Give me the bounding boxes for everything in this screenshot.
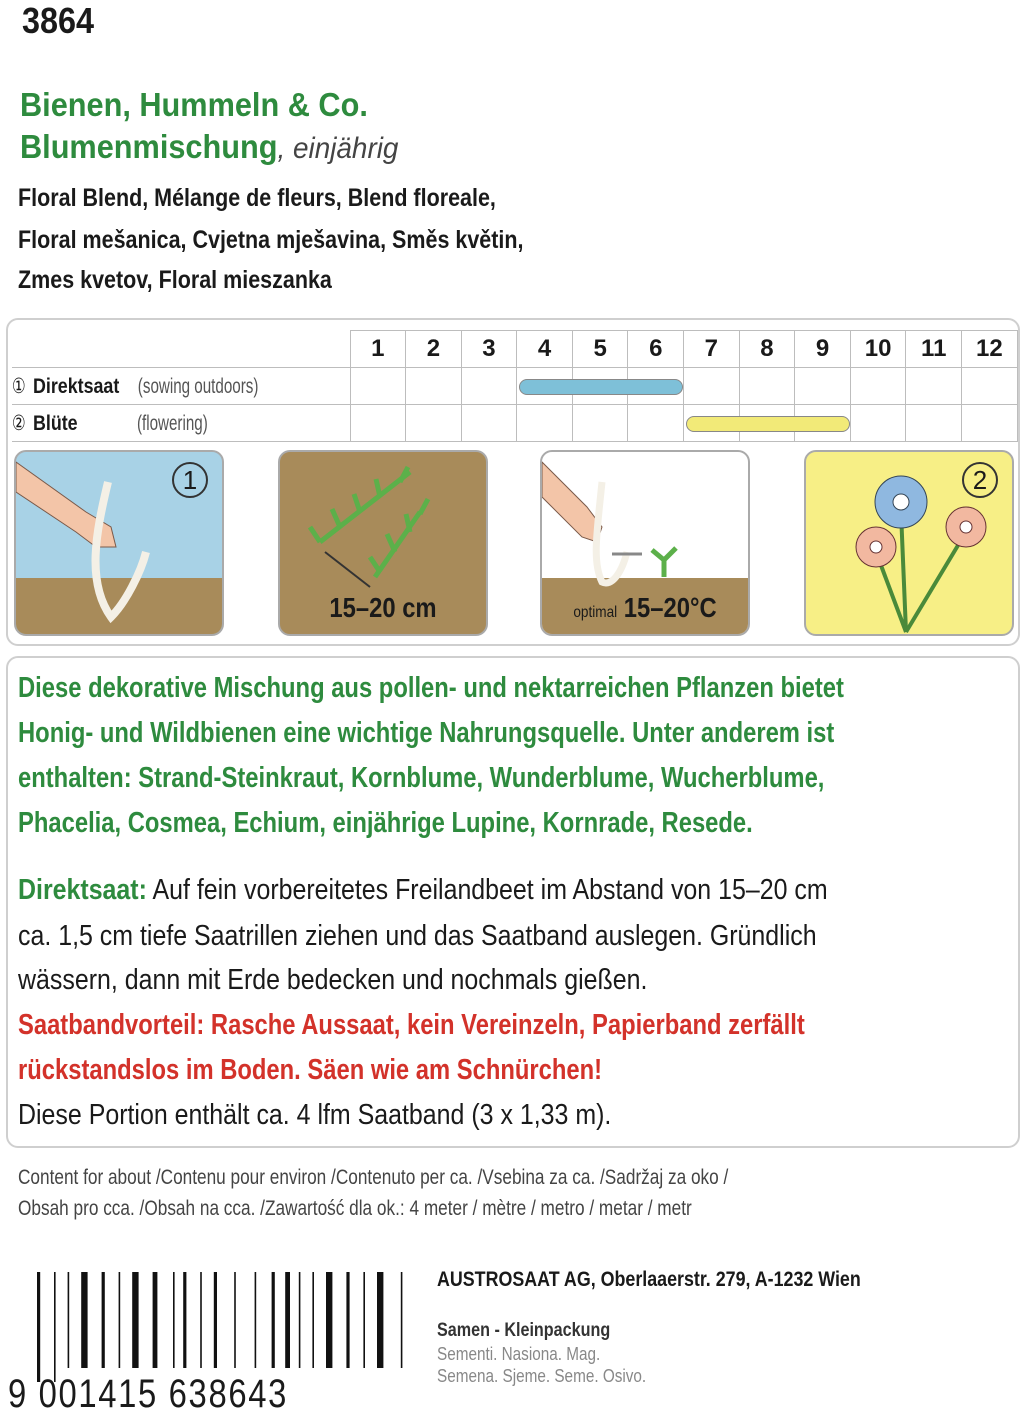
month-cell bbox=[962, 368, 1018, 405]
row-label-flowering bbox=[12, 405, 350, 442]
barcode-bar bbox=[285, 1272, 290, 1368]
barcode-bar bbox=[401, 1272, 403, 1368]
month-cell bbox=[850, 368, 906, 405]
barcode-bar bbox=[255, 1272, 257, 1368]
period-bar bbox=[686, 416, 850, 432]
row-marker: ① bbox=[12, 374, 26, 398]
month-cell bbox=[350, 368, 406, 405]
sowing-label: Direktsaat: bbox=[18, 874, 147, 906]
names-line: Floral mešanica, Cvjetna mješavina, Směs květin, bbox=[18, 226, 524, 254]
month-cell bbox=[906, 405, 962, 442]
row-label-sowing bbox=[12, 368, 350, 405]
product-subtitle bbox=[20, 128, 398, 166]
month-header: 2 bbox=[406, 331, 462, 368]
barcode-bar bbox=[312, 1272, 314, 1368]
intro-line: Diese dekorative Mischung aus pollen- und nektarreichen Pflanzen bietet bbox=[18, 672, 844, 704]
month-cell bbox=[461, 405, 517, 442]
article-number: 3864 bbox=[22, 0, 95, 41]
barcode-bar bbox=[214, 1272, 217, 1368]
sowing-line: ca. 1,5 cm tiefe Saatrillen ziehen und das Saatband auslegen. Gründlich bbox=[18, 920, 817, 952]
sowing-line bbox=[18, 874, 828, 907]
month-header: 6 bbox=[628, 331, 684, 368]
translation-line: Sementi. Nasiona. Mag. bbox=[437, 1344, 601, 1364]
barcode-bar bbox=[81, 1272, 87, 1368]
month-header: 4 bbox=[517, 331, 573, 368]
month-cell bbox=[739, 368, 795, 405]
calendar-table bbox=[12, 330, 1018, 442]
barcode-bar bbox=[132, 1272, 138, 1368]
month-header: 11 bbox=[906, 331, 962, 368]
month-cell bbox=[517, 405, 573, 442]
month-header: 1 bbox=[350, 331, 406, 368]
barcode-bar bbox=[326, 1272, 332, 1368]
row-title: Blüte bbox=[32, 411, 78, 435]
subtitle-qualifier: , einjährig bbox=[277, 132, 399, 165]
subtitle-text: Blumenmischung bbox=[20, 128, 278, 165]
month-cell bbox=[572, 405, 628, 442]
month-header: 12 bbox=[962, 331, 1018, 368]
barcode-bar bbox=[299, 1272, 301, 1368]
row-subtitle: (flowering) bbox=[137, 411, 208, 435]
month-cell bbox=[406, 368, 462, 405]
barcode-bar bbox=[234, 1272, 236, 1368]
intro-line: enthalten: Strand-Steinkraut, Kornblume, Wunderblume, Wucherblume, bbox=[18, 762, 825, 794]
product-title: Bienen, Hummeln & Co. bbox=[20, 86, 368, 123]
month-header: 8 bbox=[739, 331, 795, 368]
pictogram-laying-tape bbox=[14, 450, 224, 636]
pictogram-spacing bbox=[278, 450, 488, 636]
month-cell bbox=[350, 405, 406, 442]
barcode-bar bbox=[377, 1272, 383, 1368]
barcode-bar bbox=[363, 1272, 365, 1368]
barcode-bar bbox=[183, 1272, 186, 1368]
month-cell bbox=[406, 405, 462, 442]
month-cell bbox=[962, 405, 1018, 442]
barcode-bar bbox=[173, 1272, 175, 1368]
spacing-label: 15–20 cm bbox=[329, 592, 437, 623]
step-number: 2 bbox=[962, 462, 998, 498]
barcode-number: 9 001415 638643 bbox=[8, 1372, 288, 1416]
content-line: Obsah pro cca. /Obsah na cca. /Zawartość dla ok.: 4 meter / mètre / metro / metar / metr bbox=[18, 1197, 692, 1220]
month-header: 7 bbox=[684, 331, 740, 368]
month-header: 5 bbox=[572, 331, 628, 368]
package-type: Samen - Kleinpackung bbox=[437, 1320, 611, 1341]
month-header: 9 bbox=[795, 331, 851, 368]
row-marker: ② bbox=[12, 411, 26, 435]
intro-line: Honig- und Wildbienen eine wichtige Nahrungsquelle. Unter anderem ist bbox=[18, 717, 835, 749]
pictogram-flowering bbox=[804, 450, 1014, 636]
temperature-value: 15–20°C bbox=[623, 592, 717, 623]
month-cell bbox=[795, 368, 851, 405]
advantage-line: rückstandslos im Boden. Säen wie am Schnürchen! bbox=[18, 1054, 603, 1086]
step-number: 1 bbox=[172, 462, 208, 498]
row-subtitle: (sowing outdoors) bbox=[137, 374, 259, 398]
sowing-line: wässern, dann mit Erde bedecken und nochmals gießen. bbox=[18, 964, 648, 996]
barcode-bar bbox=[119, 1272, 121, 1368]
intro-line: Phacelia, Cosmea, Echium, einjährige Lupine, Kornrade, Resede. bbox=[18, 807, 753, 839]
barcode-bar bbox=[37, 1272, 40, 1382]
calendar-corner bbox=[12, 331, 350, 368]
translation-line: Semena. Sjeme. Seme. Osivo. bbox=[437, 1366, 647, 1386]
pictogram-germination bbox=[540, 450, 750, 636]
month-cell bbox=[684, 368, 740, 405]
month-cell bbox=[517, 368, 573, 405]
temperature-label bbox=[557, 592, 732, 624]
period-bar bbox=[519, 379, 683, 395]
sowing-text: Auf fein vorbereitetes Freilandbeet im Abstand von 15–20 cm bbox=[146, 874, 828, 906]
barcode-bar bbox=[68, 1272, 70, 1368]
month-cell bbox=[684, 405, 740, 442]
company-address: AUSTROSAAT AG, Oberlaaerstr. 279, A-1232 Wien bbox=[437, 1268, 861, 1291]
barcode bbox=[35, 1272, 407, 1382]
month-cell bbox=[906, 368, 962, 405]
barcode-bar bbox=[272, 1272, 275, 1368]
optimal-label: optimal bbox=[573, 604, 618, 621]
month-cell bbox=[628, 405, 684, 442]
names-line: Floral Blend, Mélange de fleurs, Blend floreale, bbox=[18, 184, 496, 212]
content-line: Content for about /Contenu pour environ /Contenuto per ca. /Vsebina za ca. /Sadržaj za oko / bbox=[18, 1166, 729, 1189]
barcode-bar bbox=[153, 1272, 158, 1368]
names-line: Zmes kvetov, Floral mieszanka bbox=[18, 266, 332, 294]
month-header: 3 bbox=[461, 331, 517, 368]
row-title: Direktsaat bbox=[32, 374, 120, 398]
month-cell bbox=[850, 405, 906, 442]
portion-text: Diese Portion enthält ca. 4 lfm Saatband (3 x 1,33 m). bbox=[18, 1099, 612, 1131]
barcode-bar bbox=[346, 1272, 349, 1368]
month-header: 10 bbox=[850, 331, 906, 368]
month-cell bbox=[461, 368, 517, 405]
sowing-calendar bbox=[6, 318, 1020, 646]
barcode-bar bbox=[200, 1272, 202, 1368]
advantage-line: Saatbandvorteil: Rasche Aussaat, kein Vereinzeln, Papierband zerfällt bbox=[18, 1009, 805, 1041]
barcode-bar bbox=[102, 1272, 105, 1368]
barcode-bar bbox=[54, 1272, 56, 1382]
